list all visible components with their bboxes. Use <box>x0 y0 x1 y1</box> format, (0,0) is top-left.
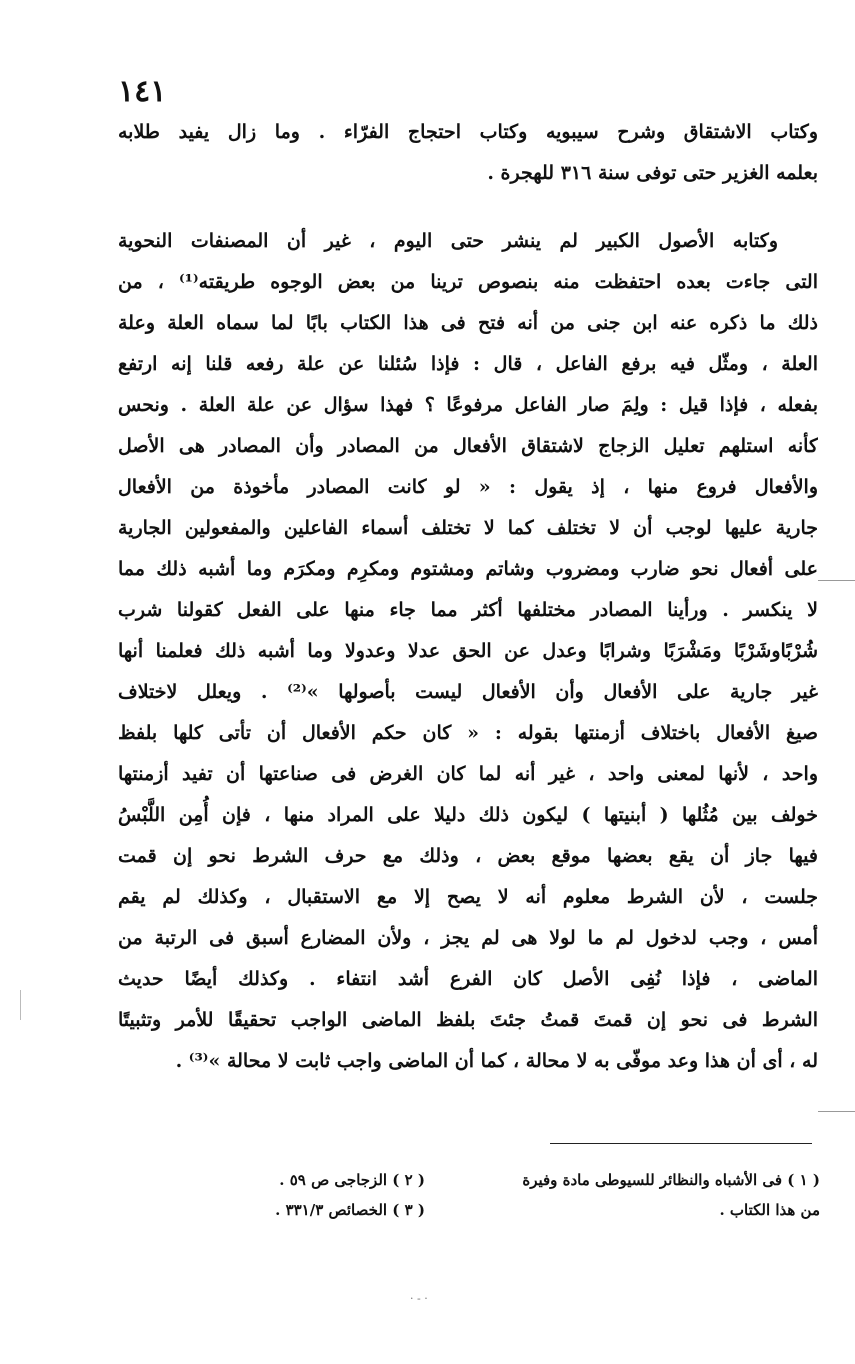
text-line: غير جارية على الأفعال وأن الأفعال ليست بأصولها »⁽²⁾ . ويعلل لاختلاف <box>118 681 818 703</box>
footnote-column-left <box>210 1165 425 1225</box>
margin-mark <box>818 580 855 581</box>
text-line: جلست ، لأن الشرط معلوم أنه لا يصح إلا مع الاستقبال ، وكذلك لم يقم <box>118 886 818 908</box>
text-line: على أفعال نحو ضارب ومضروب وشاتم ومشتوم ومكرِم ومكرَم وما أشبه ذلك مما <box>118 558 818 580</box>
text-line: الشرط فى نحو إن قمتَ قمتُ جئتَ بلفظ الماضى الواجب تحقيقًا للأمر وتثبيتًا <box>118 1009 818 1031</box>
page-edge-mark <box>20 990 21 1020</box>
text-line: وكتاب الاشتقاق وشرح سيبويه وكتاب احتجاج الفرّاء . وما زال يفيد طلابه <box>118 121 818 143</box>
text-line: الماضى ، فإذا نُفِى الأصل كان الفرع أشد انتفاء . وكذلك أيضًا حديث <box>118 968 818 990</box>
footnote-divider <box>550 1143 812 1144</box>
text-line: له ، أى أن هذا وعد موفّى به لا محالة ، كما أن الماضى واجب ثابت لا محالة »⁽³⁾ . <box>175 1050 818 1072</box>
text-line: وكتابه الأصول الكبير لم ينشر حتى اليوم ، غير أن المصنفات النحوية <box>118 230 778 252</box>
text-line: لا ينكسر . ورأينا المصادر مختلفها أكثر مما جاء منها على الفعل كقولنا شرب <box>118 599 818 621</box>
text-line: كأنه استلهم تعليل الزجاج لاشتقاق الأفعال من المصادر وأن المصادر هى الأصل <box>118 435 818 457</box>
text-line: ذلك ما ذكره عنه ابن جنى من أنه فتح فى هذا الكتاب بابًا لما سماه العلة وعلة <box>118 312 818 334</box>
paragraph-1 <box>118 112 818 194</box>
text-line: أمس ، وجب لدخول لم ما لولا هى لم يجز ، ولأن المضارع أسبق فى الرتبة من <box>118 927 818 949</box>
paragraph-2 <box>118 221 818 1082</box>
text-line: العلة ، ومثّل فيه برفع الفاعل ، قال : فإذا سُئلنا عن علة رفعه قلنا إنه ارتفع <box>118 353 818 375</box>
text-line: والأفعال فروع منها ، إذ يقول : « لو كانت المصادر مأخوذة من الأفعال <box>118 476 818 498</box>
text-line: واحد ، لأنها لمعنى واحد ، غير أنه لما كان الغرض فى صناعتها أن تفيد أزمنتها <box>118 763 818 785</box>
page-number: ١٤١ <box>118 74 167 109</box>
footnote-2: ( ٢ ) الزجاجى ص ٥٩ . <box>279 1171 425 1189</box>
margin-mark <box>818 1111 855 1112</box>
text-line: شُرْبًاوشَرْبًا ومَشْرَبًا وشرابًا وعدل عن الحق عدلا وعدولا وما أشبه ذلك فعلمنا أنها <box>118 640 818 662</box>
text-line: صيغ الأفعال باختلاف أزمنتها بقوله : « كان حكم الأفعال أن تأتى كلها بلفظ <box>118 722 818 744</box>
text-line: جارية عليها لوجب أن لا تختلف كما لا تختلف أسماء الفاعلين والمفعولين الجارية <box>118 517 818 539</box>
text-line: خولف بين مُثُلها ( أبنيتها ) ليكون ذلك دليلا على المراد منها ، فإن أُمِن اللَّبْسُ <box>118 804 818 826</box>
body-text <box>118 112 818 1082</box>
print-mark: · - · <box>410 1292 428 1305</box>
footnote-1-continued: من هذا الكتاب . <box>719 1201 820 1219</box>
text-line: بفعله ، فإذا قيل : ولِمَ صار الفاعل مرفوعًا ؟ فهذا سؤال عن علة العلة . ونحس <box>118 394 818 416</box>
text-line: بعلمه الغزير حتى توفى سنة ٣١٦ للهجرة . <box>487 162 818 184</box>
footnote-3: ( ٣ ) الخصائص ٣٣١/٣ . <box>275 1201 425 1219</box>
footnote-1: ( ١ ) فى الأشباه والنظائر للسيوطى مادة وفيرة <box>522 1171 820 1189</box>
text-line: فيها جاز أن يقع بعضها موقع بعض ، وذلك مع حرف الشرط نحو إن قمت <box>118 845 818 867</box>
footnote-column-right <box>490 1165 820 1225</box>
text-line: التى جاءت بعده احتفظت منه بنصوص ترينا من بعض الوجوه طريقته⁽¹⁾ ، من <box>118 271 818 293</box>
